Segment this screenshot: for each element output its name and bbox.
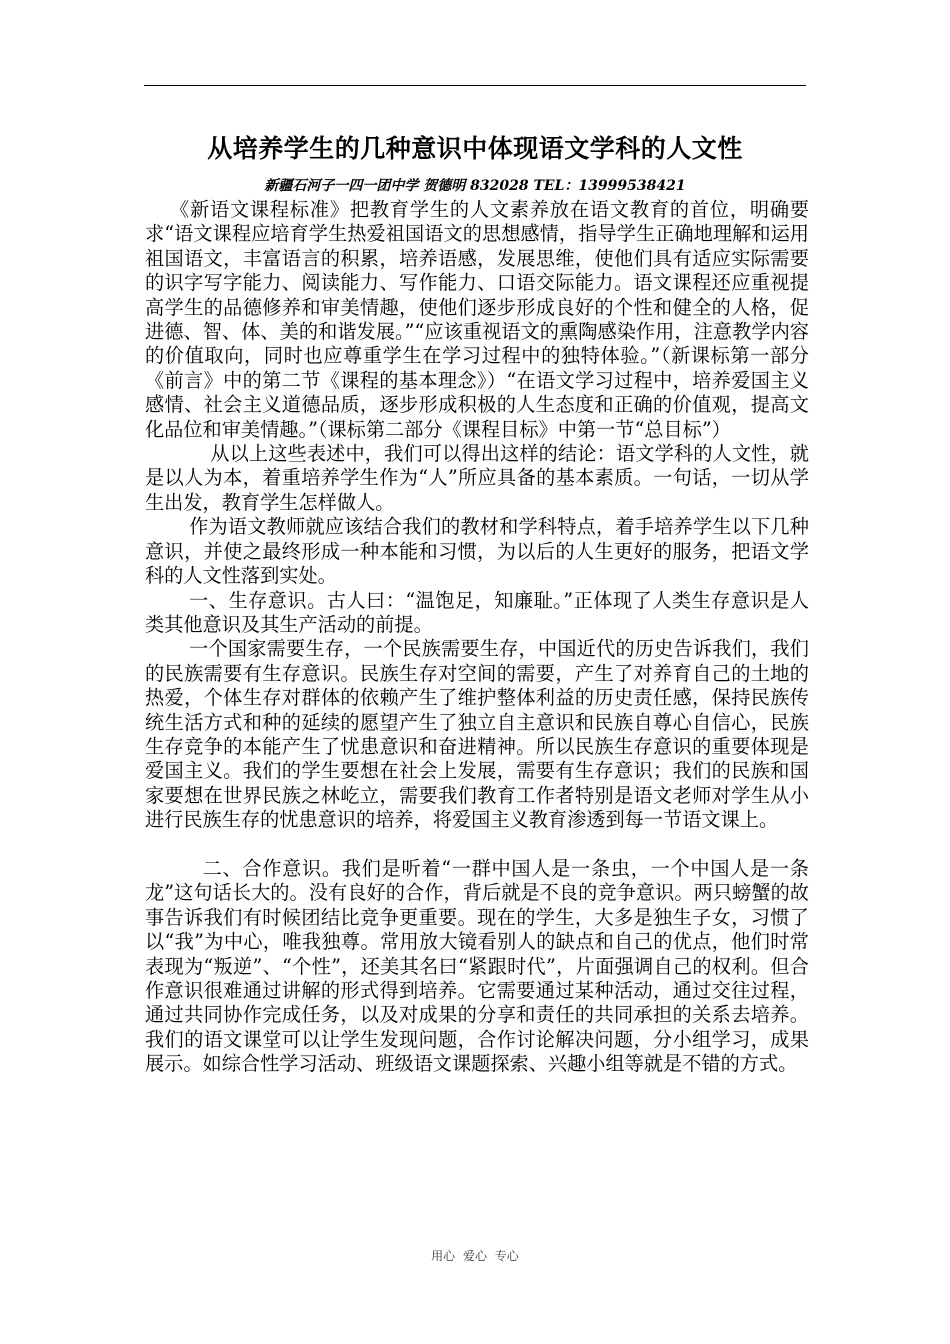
header-rule — [144, 85, 806, 86]
paragraph-2: 从以上这些表述中，我们可以得出这样的结论：语文学科的人文性，就是以人为本，着重培养学生作为“人”所应具备的基本素质。一句话，一切从学生出发，教育学生怎样做人。 — [145, 442, 809, 514]
document-title: 从培养学生的几种意识中体现语文学科的人文性 — [207, 134, 743, 163]
paragraph-5: 一个国家需要生存，一个民族需要生存，中国近代的历史告诉我们，我们的民族需要有生存意识。民族生存对空间的需要，产生了对养育自己的土地的热爱，个体生存对群体的依赖产生了维护整体利益的历史责任感，保持民族传统生活方式和种的延续的愿望产生了独立自主意识和民族自尊心自信心，民族生存竞争的本能产生了忧患意识和奋进精神。所以民族生存意识的重要体现是爱国主义。我们的学生要想在社会上发展，需要有生存意识；我们的民族和国家要想在世界民族之林屹立，需要我们教育工作者特别是语文老师对学生从小进行民族生存的忧患意识的培养，将爱国主义教育渗透到每一节语文课上。 — [145, 637, 809, 832]
paragraph-1: 《新语文课程标准》把教育学生的人文素养放在语文教育的首位，明确要求“语文课程应培育学生热爱祖国语文的思想感情，指导学生正确地理解和运用祖国语文，丰富语言的积累，培养语感，发展思维，使他们具有适应实际需要的识字写字能力、阅读能力、写作能力、口语交际能力。语文课程还应重视提高学生的品德修养和审美情趣，使他们逐步形成良好的个性和健全的人格，促进德、智、体、美的和谐发展。”“应该重视语文的熏陶感染作用，注意教学内容的价值取向，同时也应尊重学生在学习过程中的独特体验。”（新课标第一部分《前言》中的第二节《课程的基本理念》）“在语文学习过程中，培养爱国主义感情、社会主义道德品质，逐步形成积极的人生态度和正确的价值观，提高文化品位和审美情趣。”（课标第二部分《课程目标》中第一节“总目标”） — [145, 198, 809, 441]
paragraph-3: 作为语文教师就应该结合我们的教材和学科特点，着手培养学生以下几种意识，并使之最终形成一种本能和习惯，为以后的人生更好的服务，把语文学科的人文性落到实处。 — [145, 515, 809, 588]
document-body — [145, 198, 809, 1077]
page-footer: 用心 爱心 专心 — [431, 1249, 519, 1263]
paragraph-4: 一、生存意识。古人曰：“温饱足，知廉耻。”正体现了人类生存意识是人类其他意识及其生产活动的前提。 — [145, 588, 809, 636]
author-byline: 新疆石河子一四一团中学 贺德明 832028 TEL：13999538421 — [264, 178, 686, 194]
paragraph-6: 二、合作意识。我们是听着“一群中国人是一条虫，一个中国人是一条龙”这句话长大的。没有良好的合作，背后就是不良的竞争意识。两只螃蟹的故事告诉我们有时候团结比竞争更重要。现在的学生，大多是独生子女，习惯了以“我”为中心，唯我独尊。常用放大镜看别人的缺点和自己的优点，他们时常表现为“叛逆”、“个性”，还美其名曰“紧跟时代”，片面强调自己的权利。但合作意识很难通过讲解的形式得到培养。它需要通过某种活动，通过交往过程，通过共同协作完成任务，以及对成果的分享和责任的共同承担的关系去培养。我们的语文课堂可以让学生发现问题，合作讨论解决问题，分小组学习，成果展示。如综合性学习活动、班级语文课题探索、兴趣小组等就是不错的方式。 — [145, 856, 809, 1076]
